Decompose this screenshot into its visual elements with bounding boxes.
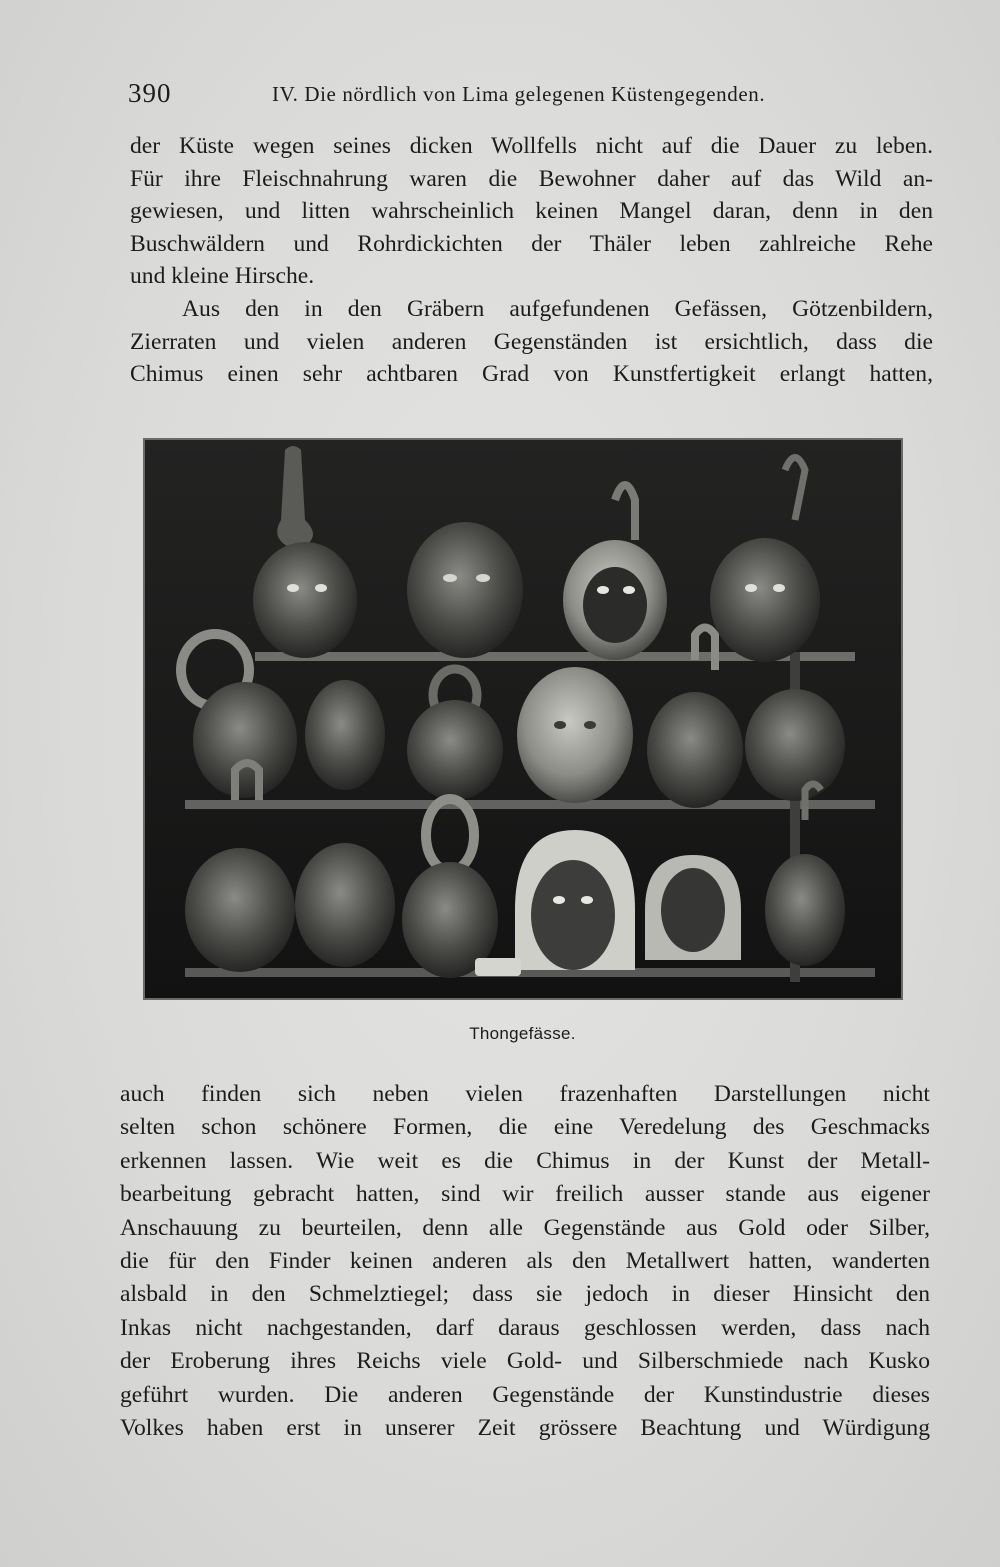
text-line: alsbald in den Schmelztiegel; dass sie jedoch in dieser Hinsicht den [120, 1281, 930, 1308]
text-line: auch finden sich neben vielen frazenhaften Darstellungen nicht [120, 1081, 930, 1107]
text-line: und kleine Hirsche. [130, 263, 315, 289]
text-line: Zierraten und vielen anderen Gegenständen ist ersichtlich, dass die [130, 328, 933, 355]
page-number: 390 [128, 78, 172, 108]
text-line: Inkas nicht nachgestanden, darf daraus geschlossen werden, dass nach [120, 1314, 930, 1341]
text-line: erkennen lassen. Wie weit es die Chimus in der Kunst der Metall- [120, 1147, 930, 1174]
running-head: IV. Die nördlich von Lima gelegenen Küstengegenden. [272, 82, 766, 106]
text-line: bearbeitung gebracht hatten, sind wir freilich ausser stande aus eigener [120, 1181, 930, 1208]
paragraph-3 [120, 1078, 930, 1445]
paragraph-1 [130, 130, 933, 293]
text-line: Buschwäldern und Rohrdickichten der Thäler leben zahlreiche Rehe [130, 230, 933, 257]
text-line: gewiesen, und litten wahrscheinlich keinen Mangel daran, denn in den [130, 198, 933, 224]
page-header [128, 78, 928, 110]
text-line: geführt wurden. Die anderen Gegenstände der Kunstindustrie dieses [120, 1381, 930, 1408]
text-line: Anschauung zu beurteilen, denn alle Gegenstände aus Gold oder Silber, [120, 1214, 930, 1241]
figure-caption: Thongefässe. [469, 1024, 576, 1043]
text-line: Chimus einen sehr achtbaren Grad von Kunstfertigkeit erlangt hatten, [130, 361, 933, 387]
pottery-photograph [143, 438, 903, 1000]
text-line: selten schon schönere Formen, die eine Veredelung des Geschmacks [120, 1114, 930, 1141]
text-line: Volkes haben erst in unserer Zeit grössere Beachtung und Würdigung [120, 1414, 930, 1441]
text-line: Für ihre Fleischnahrung waren die Bewohner daher auf das Wild an- [130, 165, 933, 192]
text-line: der Eroberung ihres Reichs viele Gold- und Silberschmiede nach Kusko [120, 1348, 930, 1375]
paragraph-2 [130, 293, 933, 391]
text-line: Aus den in den Gräbern aufgefundenen Gefässen, Götzenbildern, [182, 296, 933, 322]
text-line: die für den Finder keinen anderen als den Metallwert hatten, wanderten [120, 1247, 930, 1274]
text-line: der Küste wegen seines dicken Wollfells nicht auf die Dauer zu leben. [130, 133, 933, 159]
